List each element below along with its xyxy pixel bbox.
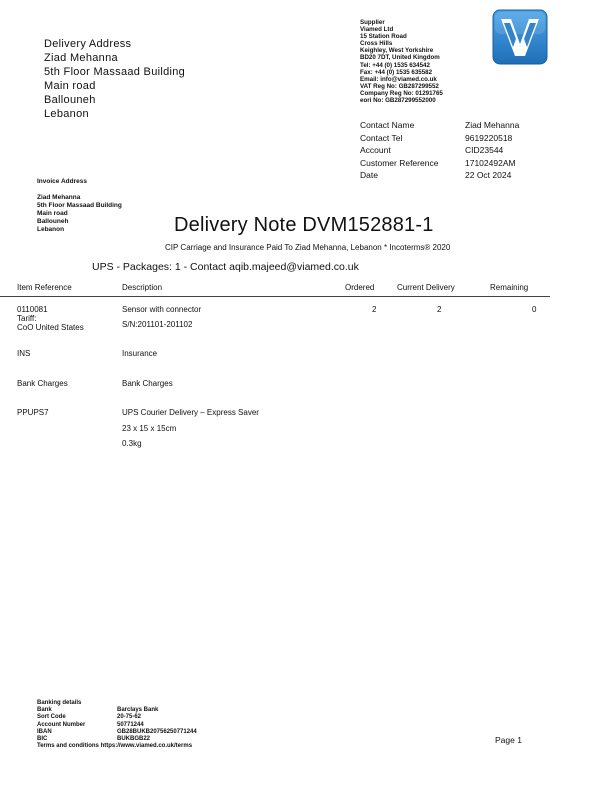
shipping-contact-line: UPS - Packages: 1 - Contact aqib.majeed@viamed.co.uk (92, 261, 359, 273)
supplier-block (360, 19, 443, 104)
delivery-address-line: Lebanon (44, 108, 89, 120)
row-description: Bank Charges (122, 379, 173, 388)
header-current-delivery: Current Delivery (397, 283, 455, 292)
delivery-address-line: Ziad Mehanna (44, 52, 118, 64)
row-item-reference: 0110081 (17, 305, 48, 314)
row-ordered: 2 (372, 305, 377, 314)
supplier-line: eori No: GB287299552000 (360, 97, 436, 105)
banking-heading (37, 700, 297, 707)
row-dimensions: 23 x 15 x 15cm (122, 424, 177, 433)
banking-label: Bank (37, 707, 52, 714)
invoice-address-heading: Invoice Address (37, 178, 87, 185)
delivery-address-line: 5th Floor Massaad Building (44, 66, 186, 78)
supplier-line: Fax: +44 (0) 1535 635582 (360, 68, 433, 76)
supplier-line: Company Reg No: 01291765 (360, 89, 443, 97)
banking-row (37, 707, 297, 714)
page-number: Page 1 (495, 735, 522, 745)
banking-row (37, 729, 297, 736)
row-current-delivery: 2 (437, 305, 442, 314)
contact-value: 17102492AM (465, 157, 516, 168)
banking-value: Barclays Bank (117, 707, 159, 714)
supplier-line: Supplier (360, 19, 385, 26)
supplier-line: Tel: +44 (0) 1535 634542 (360, 61, 430, 69)
banking-label: Account Number (37, 721, 86, 728)
banking-value: 20-75-62 (117, 714, 142, 721)
row-description: Insurance (122, 349, 158, 358)
banking-label: IBAN (37, 728, 52, 735)
row-weight: 0.3kg (122, 439, 142, 448)
banking-value: BUKBGB22 (117, 735, 151, 742)
contact-value: 9619220518 (465, 132, 513, 143)
row-description: Sensor with connector (122, 305, 202, 314)
contact-label: Contact Tel (360, 132, 403, 143)
row-item-reference: PPUPS7 (17, 408, 49, 417)
row-serial-number: S/N:201101-201102 (122, 320, 193, 329)
invoice-address-block (37, 178, 122, 234)
terms-row (37, 743, 297, 750)
banking-details (37, 700, 297, 750)
delivery-terms: CIP Carriage and Insurance Paid To Ziad Mehanna, Lebanon * Incoterms® 2020 (165, 243, 451, 252)
viamed-logo-svg (492, 9, 548, 65)
terms-link[interactable]: Terms and conditions https://www.viamed.co.uk/terms (37, 743, 193, 750)
contact-value: Ziad Mehanna (465, 120, 520, 130)
banking-value: 50771244 (117, 721, 144, 728)
banking-value: GB28BUKB20756250771244 (117, 728, 197, 735)
header-ordered: Ordered (345, 283, 375, 292)
viamed-logo-icon (492, 9, 548, 65)
row-tariff: Tariff: (17, 314, 37, 323)
supplier-line: VAT Reg No: GB287299552 (360, 82, 439, 90)
document-title: Delivery Note DVM152881-1 (174, 214, 434, 236)
row-description: UPS Courier Delivery – Express Saver (122, 408, 259, 417)
supplier-line: Email: info@viamed.co.uk (360, 75, 437, 83)
contact-label: Account (360, 145, 391, 155)
supplier-line: Keighley, West Yorkshire (360, 47, 434, 55)
header-remaining: Remaining (490, 283, 529, 292)
invoice-address-spacer (37, 186, 122, 194)
invoice-address-line: 5th Floor Massaad Building (37, 202, 122, 209)
delivery-address-heading: Delivery Address (44, 38, 132, 50)
header-description: Description (122, 283, 163, 292)
delivery-address-block (44, 37, 185, 121)
supplier-line: BD20 7DT, United Kingdom (360, 54, 440, 62)
row-remaining: 0 (532, 305, 537, 314)
row-item-reference: Bank Charges (17, 379, 68, 388)
invoice-address-line: Main road (37, 210, 68, 217)
contact-label: Customer Reference (360, 157, 439, 168)
row-item-reference: INS (17, 349, 31, 358)
supplier-line: 15 Station Road (360, 33, 407, 41)
banking-heading-text: Banking details (37, 700, 82, 706)
delivery-address-line: Main road (44, 80, 96, 92)
contact-value: CID23544 (465, 145, 504, 155)
table-header-divider (0, 296, 550, 297)
banking-label: BIC (37, 735, 48, 742)
supplier-line: Cross Hills (360, 40, 393, 48)
banking-row (37, 714, 297, 721)
contact-label: Contact Name (360, 120, 415, 130)
banking-row (37, 736, 297, 743)
banking-row (37, 722, 297, 729)
invoice-address-line: Ziad Mehanna (37, 194, 81, 201)
row-country-of-origin: CoO United States (17, 323, 84, 332)
invoice-address-line: Ballouneh (37, 218, 69, 225)
invoice-address-line: Lebanon (37, 226, 65, 233)
delivery-address-line: Ballouneh (44, 94, 96, 106)
contact-value: 22 Oct 2024 (465, 170, 512, 180)
banking-label: Sort Code (37, 714, 66, 721)
header-item-reference: Item Reference (17, 283, 72, 292)
contact-label: Date (360, 170, 378, 180)
supplier-line: Viamed Ltd (360, 26, 394, 34)
